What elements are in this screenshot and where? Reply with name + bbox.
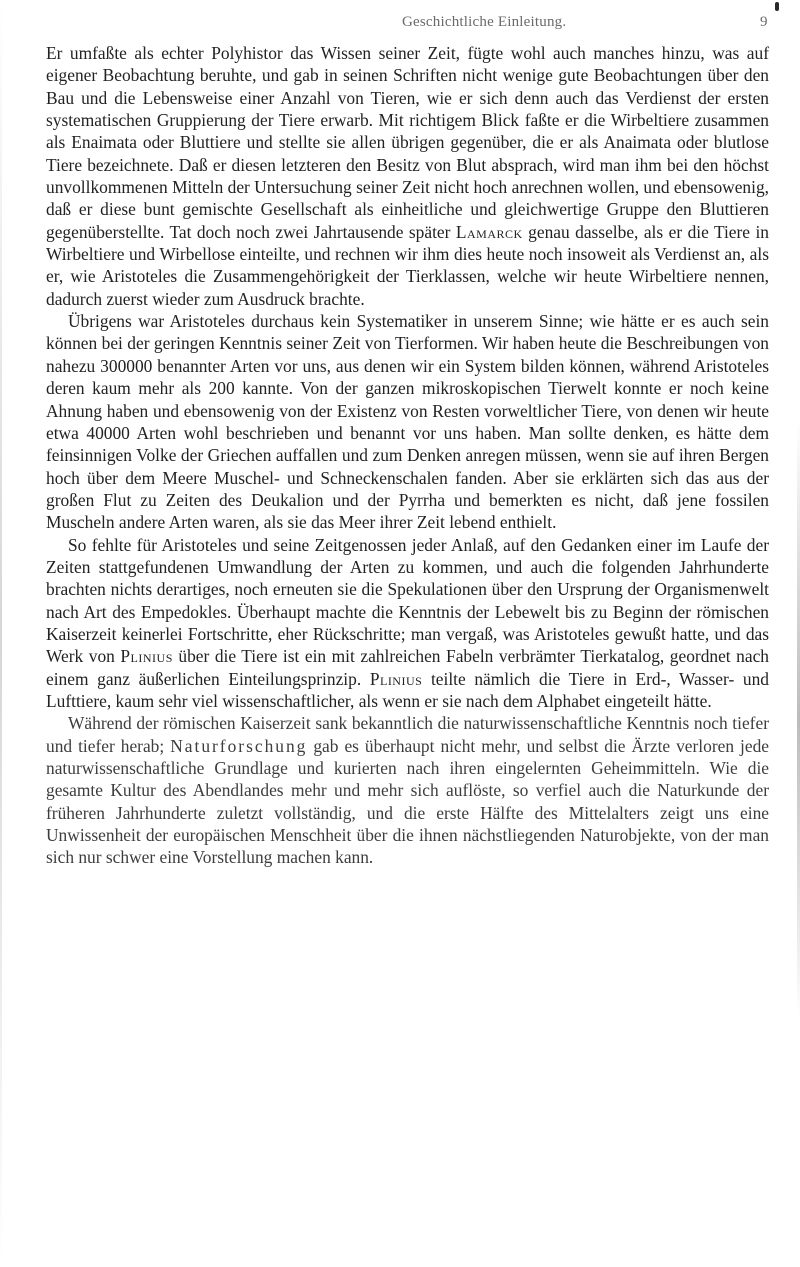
text-run: Er umfaßte als echter Polyhistor das Wissen seiner Zeit, fügte wohl auch manches hinzu, was auf eigener Beobachtung beruhte, und gab in seinen Schriften nicht wenige gute Beobachtungen über den Bau und die Lebensweise einer Anzahl von Tieren, wie er sich denn auch das Verdienst der ersten systematischen Gruppierung der Tiere erwarb. Mit richtigem Blick faßte er die Wirbeltiere zusammen als Enaimata oder Bluttiere und stellte sie allen übrigen gegenüber, die er als Anaimata oder blutlose Tiere bezeichnete. Daß er diesen letzteren den Besitz von Blut absprach, wird man ihm bei den höchst unvollkommenen Mitteln der Untersuchung seiner Zeit nicht hoch anrechnen wollen, und ebensowenig, daß er diese bunt gemischte Gesellschaft als einheitliche und gleichwertige Gruppe den Bluttieren gegenüberstellte. Tat doch noch zwei Jahrtausende später [46,43,769,242]
text-run: So fehlte für Aristoteles und seine Zeitgenossen jeder Anlaß, auf den Gedanken einer im Laufe der Zeiten stattgefundenen Umwandlung der Arten zu kommen, und auch die folgenden Jahrhunderte brachten nichts derartiges, noch erneuten sie die Spekulationen über den Ursprung der Organismenwelt nach Art des Empedokles. Überhaupt machte die Kenntnis der Lebewelt bis zu Beginn der römischen Kaiserzeit keinerlei Fortschritte, eher Rückschritte; man vergaß, was Aristoteles gewußt hatte, und das Werk von [46,534,769,667]
page-edge-shadow [0,0,2,1267]
paragraph-4 [46,712,769,868]
author-name: Plinius [369,668,423,689]
paragraph-2 [46,310,769,533]
text-run: genau dasselbe, als er die Tiere in Wirbeltiere und Wirbellose einteilte, und rechnen wir ihm dies heute noch insoweit als Verdienst an, als er, wie Aristoteles die Zusammengehörigkeit der Tierklassen, welche wir heute Wirbeltiere nennen, dadurch zuerst wieder zum Ausdruck brachte. [46,221,769,309]
text-run: Während der römischen Kaiserzeit sank bekanntlich die naturwissenschaftliche Kenntnis noch tiefer und tiefer herab; [46,713,769,756]
paragraph-1 [46,42,769,310]
text-run: teilte nämlich die Tiere in Erd-, Wasser- und Lufttiere, kaum sehr viel wissenschaftlicher, als wenn er sie nach dem Alphabet eingeteilt hätte. [46,668,769,711]
text-run: Übrigens war Aristoteles durchaus kein Systematiker in unserem Sinne; wie hätte er es auch sein können bei der geringen Kenntnis seiner Zeit von Tierformen. Wir haben heute die Beschreibungen von nahezu 300000 benannter Arten vor uns, aus denen wir ein System bilden können, während Aristoteles deren kaum mehr als 200 kannte. Von der ganzen mikroskopischen Tierwelt konnte er noch keine Ahnung haben und ebensowenig von der Existenz von Resten vorweltlicher Tiere, von denen wir heute etwa 40000 Arten wohl beschrieben und benannt vor uns haben. Man sollte denken, es hätte dem feinsinnigen Volke der Griechen auffallen und zum Denken anregen müssen, wenn sie auf ihren Bergen hoch über dem Meere Muschel- und Schneckenschalen fanden. Aber sie erklärten sich das aus der großen Flut zu Zeiten des Deukalion und der Pyrrha und bemerkten es nicht, daß jene fossilen Muscheln andere Arten waren, als sie das Meer ihrer Zeit lebend enthielt. [46,311,769,533]
body-text [46,42,769,869]
author-name: Lamarck [455,221,523,242]
page-number: 9 [760,14,768,30]
text-run: gab es überhaupt nicht mehr, und selbst die Ärzte verloren jede naturwissenschaftliche Grundlage und kurierten nach ihren eingelernten Geheimmitteln. Wie die gesamte Kultur des Abendlandes mehr und mehr sich auflöste, so verfiel auch die Naturkunde der früheren Jahrhunderte zuletzt vollständig, und die erste Hälfte des Mittelalters zeigt uns eine Unwissenheit der europäischen Menschheit über die ihnen nächstliegenden Naturobjekte, von der man sich nur schwer eine Vorstellung machen kann. [46,735,769,868]
paragraph-3 [46,534,769,713]
running-head [0,14,800,36]
running-head-title: Geschichtliche Einleitung. [402,14,567,30]
text-run: über die Tiere ist ein mit zahlreichen Fabeln verbrämter Tierkatalog, geordnet nach einem ganz äußerlichen Einteilungsprinzip. [46,646,769,689]
emphasized-term: Naturforschung [170,735,308,756]
author-name: Plinius [120,646,173,667]
ink-spot [775,2,779,11]
